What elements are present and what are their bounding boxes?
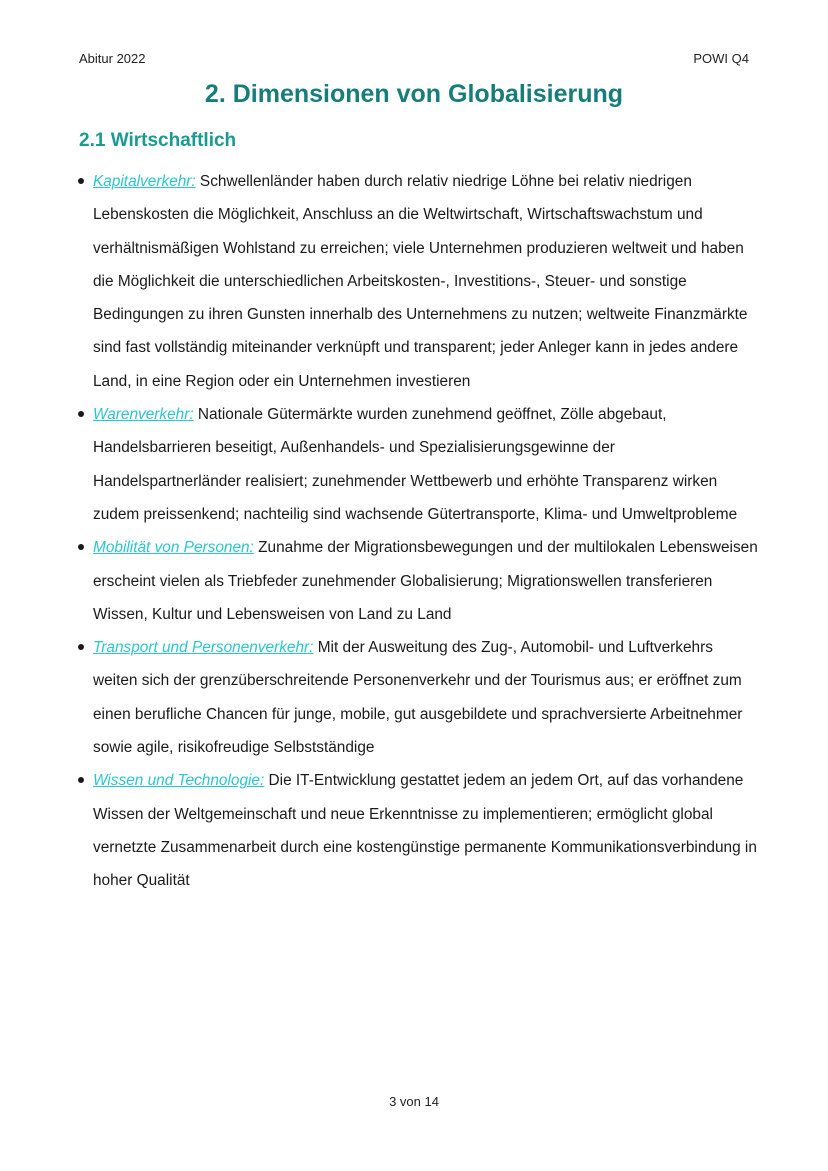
- bullet-icon: [78, 411, 84, 417]
- term-link[interactable]: Mobilität von Personen:: [93, 539, 254, 557]
- list-item: [93, 531, 758, 631]
- list-item: [93, 165, 758, 398]
- item-text: Nationale Gütermärkte wurden zunehmend geöffnet, Zölle abgebaut, Handelsbarrieren beseitigt, Außenhandels- und Spezialisierungsgewinne der Handelspartnerländer realisiert; zunehmender Wettbewerb und erhöhte Transparenz wirken zudem preissenkend; nachteilig sind wachsende Gütertransporte, Klima- und Umweltprobleme: [93, 406, 738, 523]
- term-link[interactable]: Transport und Personenverkehr:: [93, 639, 314, 657]
- bullet-icon: [78, 644, 84, 650]
- header-right: POWI Q4: [693, 51, 749, 66]
- bullet-icon: [78, 777, 84, 783]
- list-item: [93, 398, 758, 531]
- list-item: [93, 764, 758, 897]
- list-item: [93, 631, 758, 764]
- bullet-icon: [78, 178, 84, 184]
- item-text: Zunahme der Migrationsbewegungen und der multilokalen Lebensweisen erscheint vielen als Triebfeder zunehmender Globalisierung; Migrationswellen transferieren Wissen, Kultur und Lebensweisen von Land zu Land: [93, 539, 758, 623]
- item-text: Die IT-Entwicklung gestattet jedem an jedem Ort, auf das vorhandene Wissen der Weltgemeinschaft und neue Erkenntnisse zu implementieren; ermöglicht global vernetzte Zusammenarbeit durch eine kostengünstige permanente Kommunikationsverbindung in hoher Qualität: [93, 772, 757, 890]
- term-link[interactable]: Wissen und Technologie:: [93, 772, 265, 790]
- item-text: Schwellenländer haben durch relativ niedrige Löhne bei relativ niedrigen Lebenskosten die Möglichkeit, Anschluss an die Weltwirtschaft, Wirtschaftswachstum und verhältnismäßigen Wohlstand zu erreichen; viele Unternehmen produzieren weltweit und haben die Möglichkeit die unterschiedlichen Arbeitskosten-, Investitions-, Steuer- und sonstige Bedingungen zu ihren Gunsten innerhalb des Unternehmens zu nutzen; weltweite Finanzmärkte sind fast vollständig miteinander verknüpft und transparent; jeder Anleger kann in jedes andere Land, in eine Region oder ein Unternehmen investieren: [93, 173, 748, 390]
- section-heading: 2.1 Wirtschaftlich: [79, 130, 237, 151]
- page-title: 2. Dimensionen von Globalisierung: [204, 80, 624, 108]
- term-link[interactable]: Kapitalverkehr:: [93, 173, 196, 190]
- page-number: 3 von 14: [389, 1094, 439, 1109]
- bullet-list: [93, 165, 758, 898]
- item-text: Mit der Ausweitung des Zug-, Automobil- und Luftverkehrs weiten sich der grenzüberschreitende Personenverkehr und der Tourismus aus; er eröffnet zum einen berufliche Chancen für junge, mobile, gut ausgebildete und sprachversierte Arbeitnehmer sowie agile, risikofreudige Selbstständige: [93, 639, 743, 757]
- header-left: Abitur 2022: [79, 51, 146, 66]
- bullet-icon: [78, 544, 84, 550]
- term-link[interactable]: Warenverkehr:: [93, 406, 194, 424]
